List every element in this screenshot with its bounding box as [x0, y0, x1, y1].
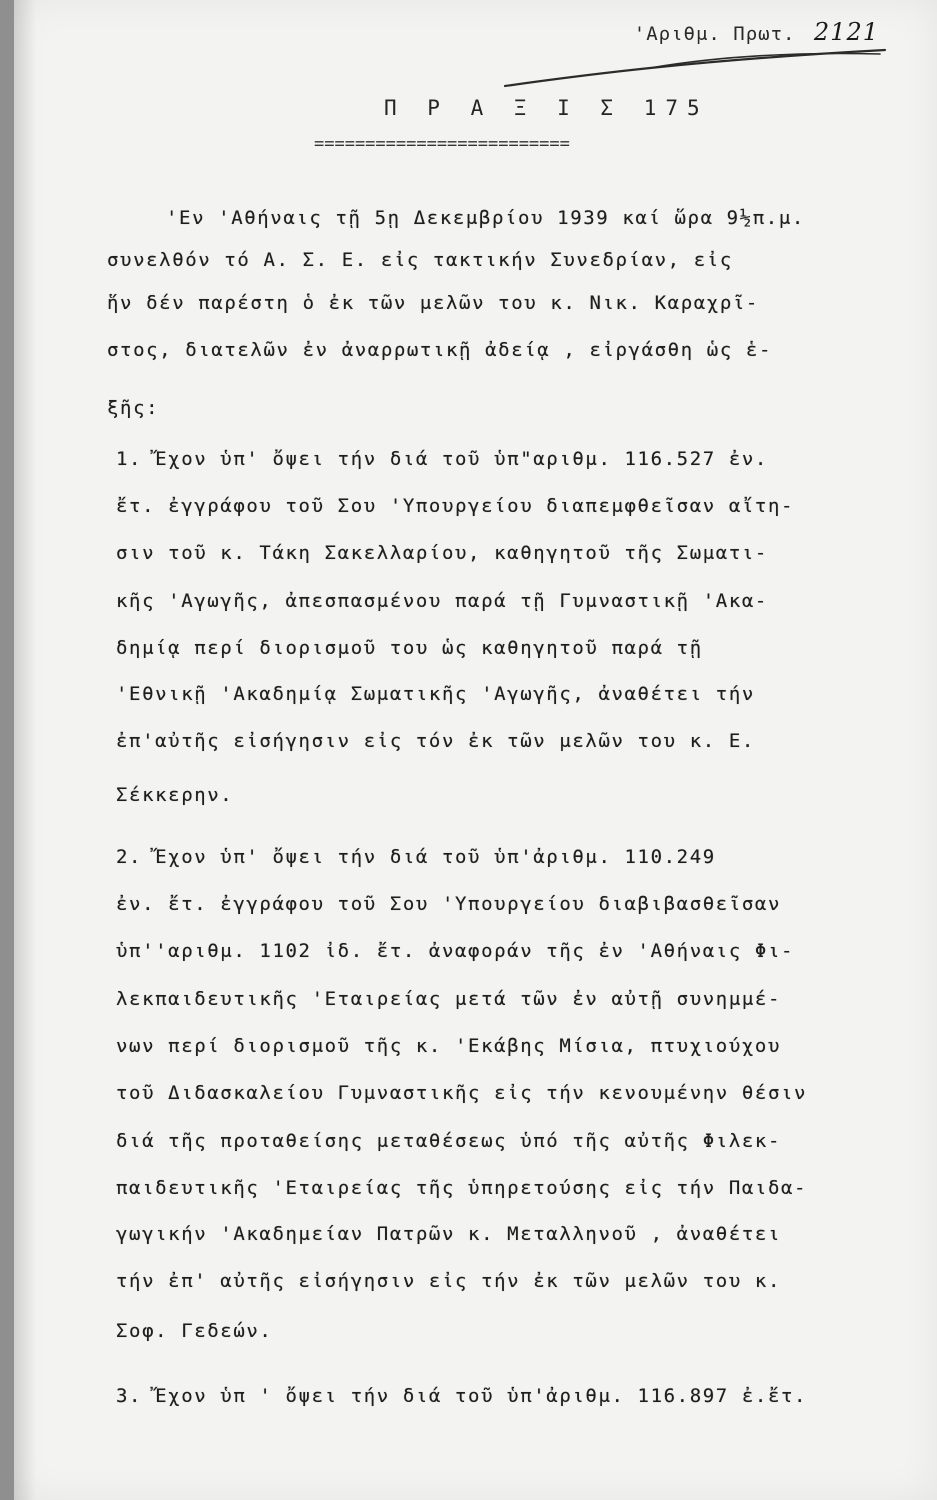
- body-line: τοῦ Διδασκαλείου Γυμναστικῆς εἰς τήν κενουμένην θέσιν: [116, 1082, 808, 1104]
- handwritten-underline-stroke: [500, 38, 890, 98]
- body-line: 1. Ἔχον ὑπ' ὄψει τήν διά τοῦ ὑπ"αριθμ. 116.527 ἐν.: [116, 448, 768, 470]
- body-line: τήν ἐπ' αὐτῆς εἰσήγησιν εἰς τήν ἐκ τῶν μελῶν του κ.: [116, 1270, 781, 1292]
- body-line: ξῆς:: [107, 397, 160, 419]
- body-line: ἥν δέν παρέστη ὁ ἐκ τῶν μελῶν του κ. Νικ. Καραχρῖ-: [107, 292, 759, 314]
- body-line: γωγικήν 'Ακαδημείαν Πατρῶν κ. Μεταλληνοῦ , ἀναθέτει: [116, 1223, 781, 1245]
- document-page: [14, 0, 937, 1500]
- body-line: 'Εθνικῇ 'Ακαδημίᾳ Σωματικῆς 'Αγωγῆς, ἀναθέτει τήν: [116, 683, 755, 705]
- body-line: στος, διατελῶν ἐν ἀναρρωτικῇ ἀδείᾳ , εἰργάσθη ὡς ἑ-: [107, 339, 772, 361]
- body-line: ἐν. ἔτ. ἐγγράφου τοῦ Σου 'Υπουργείου διαβιβασθεῖσαν: [116, 893, 781, 915]
- body-line: 2. Ἔχον ὑπ' ὄψει τήν διά τοῦ ὑπ'ἀριθμ. 110.249: [116, 846, 716, 868]
- page-edge-shadow: [14, 0, 36, 1500]
- title-double-rule: =========================: [314, 134, 570, 154]
- protocol-number-handwritten: 2121: [813, 18, 879, 46]
- body-line: λεκπαιδευτικῆς 'Εταιρείας μετά τῶν ἐν αὐτῇ συνημμέ-: [116, 988, 781, 1010]
- body-line: ὑπ''αριθμ. 1102 ἰδ. ἔτ. ἀναφοράν τῆς ἐν 'Αθήναις Φι-: [116, 940, 795, 962]
- protocol-label: 'Αριθμ. Πρωτ.: [633, 23, 796, 45]
- document-title: Π Ρ Α Ξ Ι Σ 175: [384, 96, 709, 120]
- body-line: 'Εν 'Αθήναις τῇ 5ῃ Δεκεμβρίου 1939 καί ὥρα 9½π.μ.: [166, 207, 805, 229]
- body-line: σιν τοῦ κ. Τάκη Σακελλαρίου, καθηγητοῦ τῆς Σωματι-: [116, 542, 768, 564]
- body-line: διά τῆς προταθείσης μεταθέσεως ὑπό τῆς αὐτῆς Φιλεκ-: [116, 1130, 781, 1152]
- body-line: Σέκκερην.: [116, 784, 234, 806]
- body-line: Σοφ. Γεδεών.: [116, 1320, 273, 1342]
- body-line: 3. Ἔχον ὑπ ' ὄψει τήν διά τοῦ ὑπ'ἀριθμ. 116.897 ἐ.ἔτ.: [116, 1385, 808, 1407]
- body-line: συνελθόν τό Α. Σ. Ε. εἰς τακτικήν Συνεδρίαν, εἰς: [107, 249, 733, 271]
- body-line: νων περί διορισμοῦ τῆς κ. 'Εκάβης Μίσια, πτυχιούχου: [116, 1035, 781, 1057]
- body-line: ἐπ'αὐτῆς εἰσήγησιν εἰς τόν ἐκ τῶν μελῶν του κ. Ε.: [116, 730, 755, 752]
- body-line: κῆς 'Αγωγῆς, ἀπεσπασμένου παρά τῇ Γυμναστικῇ 'Ακα-: [116, 590, 768, 612]
- body-line: δημίᾳ περί διορισμοῦ του ὡς καθηγητοῦ παρά τῇ: [116, 637, 703, 659]
- body-line: ἔτ. ἐγγράφου τοῦ Σου 'Υπουργείου διαπεμφθεῖσαν αἴτη-: [116, 495, 795, 517]
- body-line: παιδευτικῆς 'Εταιρείας τῆς ὑπηρετούσης εἰς τήν Παιδα-: [116, 1177, 808, 1199]
